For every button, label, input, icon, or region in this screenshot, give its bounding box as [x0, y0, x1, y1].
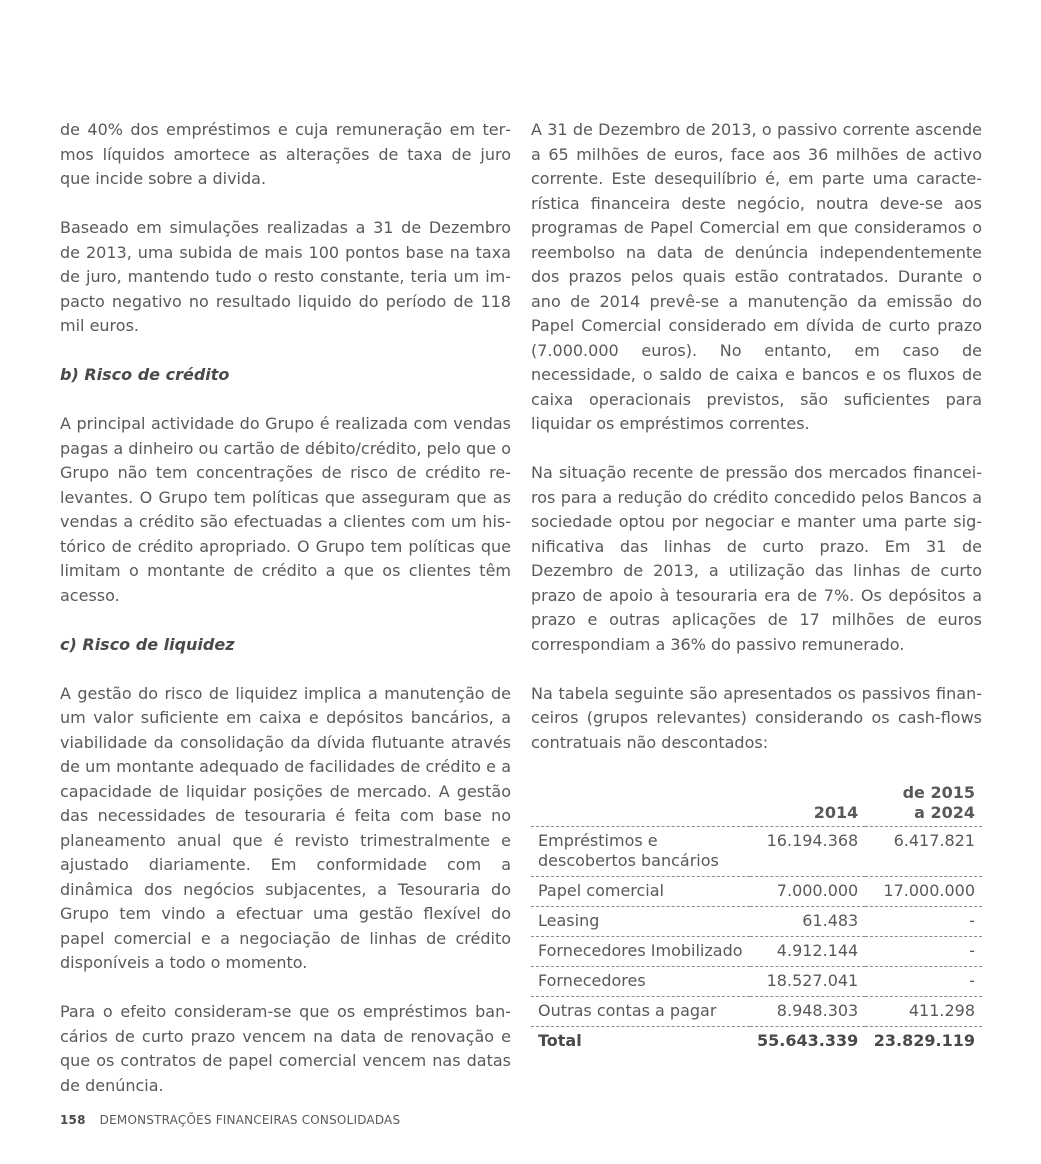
row-label: Papel comercial [531, 876, 750, 906]
value-2014: 18.527.041 [750, 966, 865, 996]
value-2014: 16.194.368 [750, 826, 865, 876]
value-2015-2024: 411.298 [865, 996, 982, 1026]
paragraph: Baseado em simulações realizadas a 31 de Dezembro de 2013, uma subida de mais 100 pontos base na taxa de juro, mantendo tudo o resto constante, teria um impacto negativo no resultado liquido do período de 118 mil euros. [60, 218, 511, 335]
paragraph: Na tabela seguinte são apresentados os passivos financeiros (grupos relevantes) considerando os cash-flows contratuais não descontados: [531, 683, 982, 752]
value-2015-2024: - [865, 906, 982, 936]
row-label: Leasing [531, 906, 750, 936]
page-footer [60, 1113, 400, 1127]
header-line: de 2015 [902, 782, 975, 802]
table-row [531, 966, 982, 996]
table-header-2014: 2014 [813, 802, 859, 822]
table-row [531, 826, 982, 876]
total-2014: 55.643.339 [750, 1026, 865, 1056]
total-label: Total [531, 1026, 750, 1056]
value-2015-2024: 6.417.821 [865, 826, 982, 876]
paragraph: A 31 de Dezembro de 2013, o passivo corrente ascende a 65 milhões de euros, face aos 36 milhões de activo corrente. Este desequilíbrio é, em parte uma característica financeira deste negócio, noutra deve-se aos programas de Papel Comercial em que consideramos o reembolso na data de denúncia independentemente dos prazos pelos quais estão contratados. Durante o ano de 2014 prevê-se a manutenção da emissão do Papel Comercial considerado em dívida de curto prazo (7.000.000 euros). No entanto, em caso de necessidade, o saldo de caixa e bancos e os fluxos de caixa operacionais previstos, são suficientes para liquidar os empréstimos correntes. [531, 120, 982, 433]
table-row [531, 936, 982, 966]
table-header-label [531, 780, 750, 827]
section-heading-credit-risk: b) Risco de crédito [60, 365, 230, 384]
page-number: 158 [60, 1113, 86, 1127]
value-2014: 7.000.000 [750, 876, 865, 906]
value-2014: 61.483 [750, 906, 865, 936]
row-label: Fornecedores Imobilizado [531, 936, 750, 966]
value-2015-2024: 17.000.000 [865, 876, 982, 906]
row-label-line: descobertos bancários [538, 850, 719, 870]
row-label: Outras contas a pagar [531, 996, 750, 1026]
value-2014: 4.912.144 [750, 936, 865, 966]
paragraph: A principal actividade do Grupo é realizada com vendas pagas a dinheiro ou cartão de débito/crédito, pelo que o Grupo não tem concentrações de risco de crédito relevantes. O Grupo tem políticas que asseguram que as vendas a crédito são efectuadas a clientes com um histórico de crédito apropriado. O Grupo tem políticas que limitam o montante de crédito a que os clientes têm acesso. [60, 414, 511, 605]
paragraph: A gestão do risco de liquidez implica a manutenção de um valor suficiente em caixa e depósitos bancários, a viabilidade da consolidação da dívida flutuante através de um montante adequado de facilidades de crédito e a capacidade de liquidar posições de mercado. A gestão das necessidades de tesouraria é feita com base no planeamento anual que é revisto trimestralmente e ajustado diariamente. Em conformidade com a dinâmica dos negócios subjacentes, a Tesouraria do Grupo tem vindo a efectuar uma gestão flexível do papel comercial e a negociação de linhas de crédito disponíveis a todo o momento. [60, 683, 511, 972]
value-2015-2024: - [865, 936, 982, 966]
paragraph: Na situação recente de pressão dos mercados financeiros para a redução do crédito concedido pelos Bancos a sociedade optou por negociar e manter uma parte significativa das linhas de curto prazo. Em 31 de Dezembro de 2013, a utilização das linhas de curto prazo de apoio à tesouraria era de 7%. Os depósitos a prazo e outras aplicações de 17 milhões de euros correspondiam a 36% do passivo remunerado. [531, 463, 982, 654]
footer-section-title: DEMONSTRAÇÕES FINANCEIRAS CONSOLIDADAS [99, 1113, 401, 1127]
table-row [531, 876, 982, 906]
paragraph: de 40% dos empréstimos e cuja remuneração em termos líquidos amortece as alterações de taxa de juro que incide sobre a divida. [60, 120, 511, 188]
total-2015-2024: 23.829.119 [865, 1026, 982, 1056]
row-label: Fornecedores [531, 966, 750, 996]
value-2014: 8.948.303 [750, 996, 865, 1026]
paragraph: Para o efeito consideram-se que os empréstimos bancários de curto prazo vencem na data de renovação e que os contratos de papel comercial vencem nas datas de denúncia. [60, 1002, 511, 1095]
value-2015-2024: - [865, 966, 982, 996]
financial-liabilities-table [531, 780, 982, 1056]
table-total-row [531, 1026, 982, 1056]
table-row [531, 906, 982, 936]
left-column [60, 118, 511, 1098]
row-label-line: Empréstimos e [538, 830, 658, 850]
table-header-2015-2024 [865, 780, 982, 827]
row-label [531, 826, 750, 876]
table-row [531, 996, 982, 1026]
table-header-row [531, 780, 982, 827]
section-heading-liquidity-risk: c) Risco de liquidez [60, 634, 235, 654]
right-column [531, 118, 982, 1056]
header-line: a 2024 [914, 802, 975, 822]
